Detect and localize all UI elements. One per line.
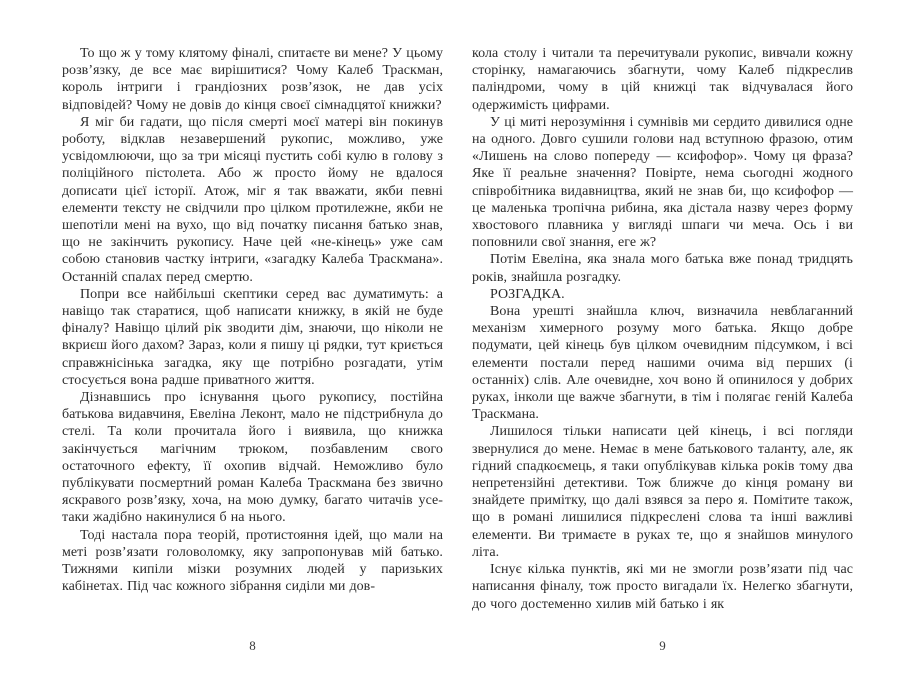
paragraph: То що ж у тому клятому фіналі, спитаєте ви мене? У цьому розв’язку, де все має вирішитися? Чому Калеб Траскман, король інтриги і грандіозних розв’язок, не дав усіх відповідей? Чому не довів до кінця своєї сімнадцятої книжки?	[62, 46, 443, 113]
paragraph: Дізнавшись про існування цього рукопису, постійна батькова видавчиня, Евеліна Леконт, мало не підстрибнула до стелі. Та коли прочитала його і виявила, що книжка закінчується магічним трюком, позбавленим свого остаточного ефекту, її охопив відчай. Неможливо було публікувати посмертний роман Калеба Траскмана без звично яскравого розв’язку, хоча, на мою думку, багато читачів усе-таки жадібно накинулися б на нього.	[62, 390, 443, 526]
left-page-text	[62, 45, 443, 596]
paragraph: Лишилося тільки написати цей кінець, і всі погляди звернулися до мене. Немає в мене батькового таланту, але, як гідний спадкоємець, я таки опублікував кілька років тому два непретензійні детективи. Тож ближче до кінця роману ви знайдете примітку, що далі взявся за перо я. Помітите також, що в романі лишилися підкреслені слова та інші важливі елементи. Ви тримаєте в руках те, що я знайшов минулого літа.	[472, 424, 853, 560]
paragraph: У ці миті нерозуміння і сумнівів ми сердито дивилися одне на одного. Довго сушили голови над вступною фразою, отим «Лишень на слово попереду — ксифофор». Чому ця фраза? Яке її реальне значення? Повірте, нема сьогодні жодного співробітника видавництва, який не знав би, що ксифофор — це маленька тропічна рибина, яка дістала назву через форму хвостового плавника у вигляді шпаги чи меча. Ось і ви поповнили свої знання, еге ж?	[472, 114, 853, 251]
right-page-text	[472, 45, 853, 613]
paragraph: Потім Евеліна, яка знала мого батька вже понад тридцять років, знайшла розгадку.	[472, 252, 853, 285]
paragraph: Попри все найбільші скептики серед вас думатимуть: а навіщо так старатися, щоб написати книжку, в якій не буде фіналу? Навіщо цілий рік зводити дім, знаючи, що ніколи не вкриєш його дахом? Зараз, коли я пишу ці рядки, тут криється справжнісінька загадка, яку ще потрібно розгадати, утім стосується вона радше приватного життя.	[62, 286, 443, 388]
paragraph: Я міг би гадати, що після смерті моєї матері він покинув роботу, відклав незавершений рукопис, можливо, уже усвідомлюючи, що за три місяці пустить собі кулю в голову з поліційного пістолета. Або ж просто йому не вдалося дописати цієї історії. Атож, міг я так вважати, якби певні елементи тексту не свідчили про цілком протилежне, якби не шепотіли мені на вухо, що від початку писання батько знав, що не закінчить рукопису. Наче цей «не-кінець» уже сам собою становив частку інтриги, «загадку Калеба Траскмана». Останній спалах перед смертю.	[62, 114, 443, 285]
paragraph: Тоді настала пора теорій, протистояння ідей, що мали на меті розв’язати головоломку, яку запропонував мій батько. Тижнями кипіли мізки розумних людей у паризьких кабінетах. Під час кожного зібрання сиділи ми дов-	[62, 527, 443, 595]
paragraph: кола столу і читали та перечитували рукопис, вивчали кожну сторінку, намагаючись збагнути, чому Калеб підкреслив паліндроми, чому в цій книжці так відчувалася його одержимість цифрами.	[472, 46, 853, 113]
left-page-number: 8	[249, 638, 256, 653]
right-page-number: 9	[659, 638, 666, 653]
paragraph: РОЗГАДКА.	[490, 286, 565, 302]
paragraph: Існує кілька пунктів, які ми не змогли розв’язати під час написання фіналу, тож просто вигадали їх. Нелегко збагнути, до чого достеменно хилив мій батько і як	[472, 562, 853, 612]
paragraph: Вона урешті знайшла ключ, визначила невблаганний механізм химерного розуму мого батька. Якщо добре подумати, цей кінець був цілком очевидним підсумком, і всі елементи постали перед нашими очима від перших (і останніх) слів. Але очевидне, хоч воно й опинилося у добрих руках, інколи ще важче збагнути, в тім і полягає геній Калеба Траскмана.	[472, 304, 853, 423]
